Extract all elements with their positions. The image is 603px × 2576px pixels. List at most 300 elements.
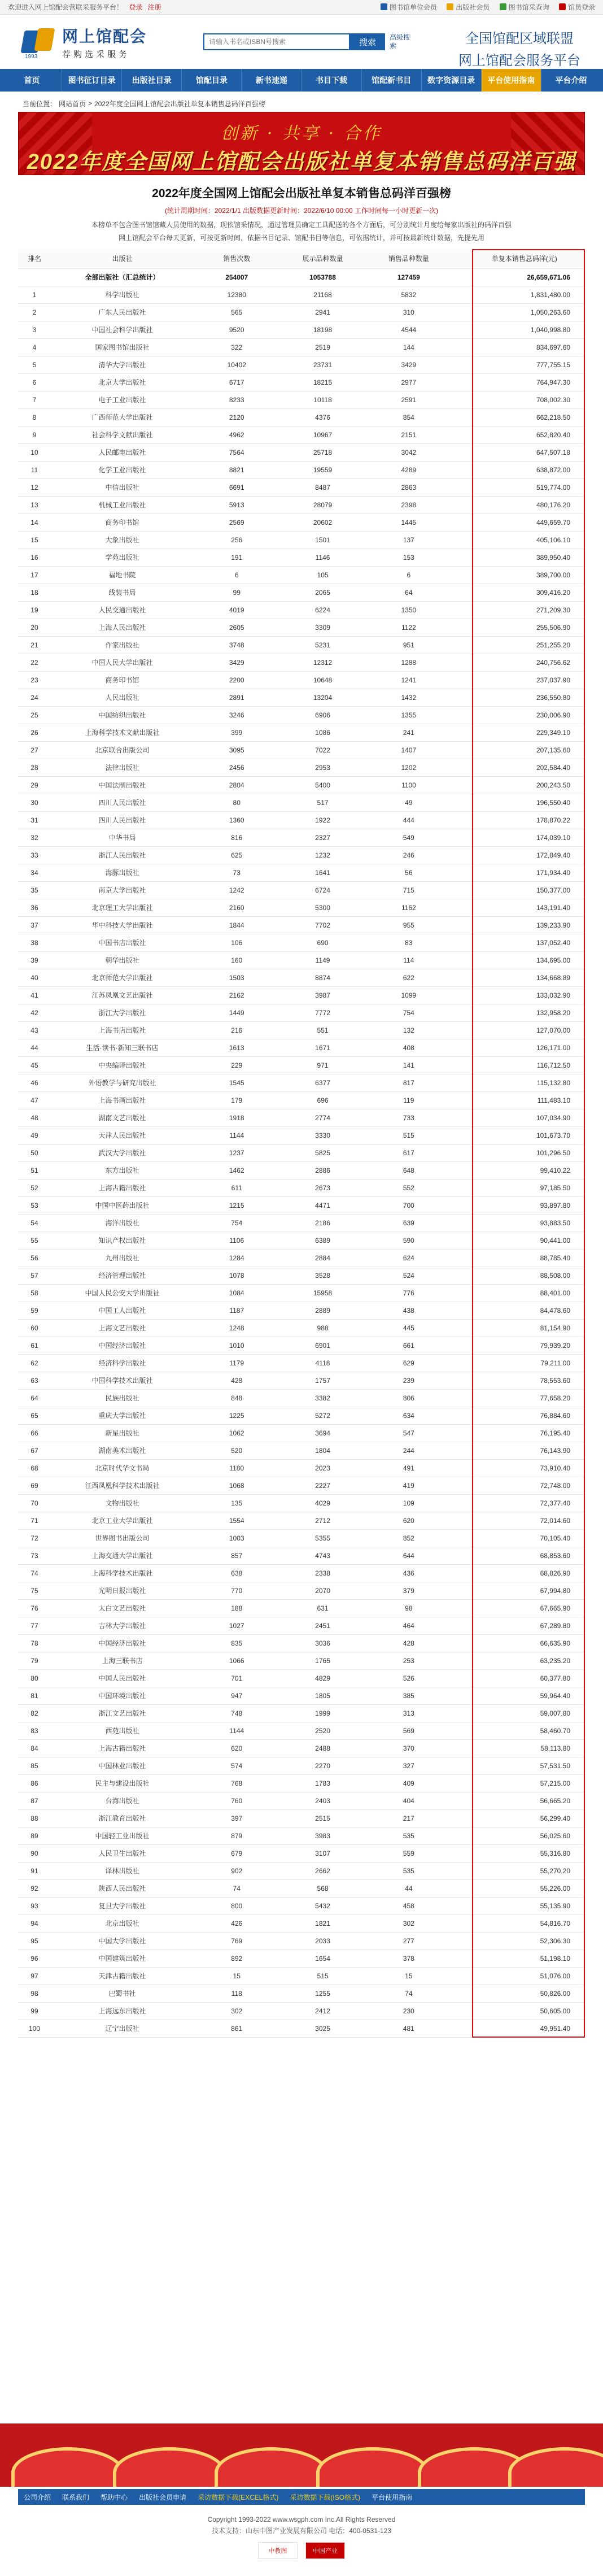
staff-icon	[559, 3, 566, 10]
sold-titles-cell: 244	[366, 1442, 452, 1459]
publisher-cell[interactable]: 武汉大学出版社	[51, 1144, 194, 1161]
sales-count-cell: 256	[194, 531, 279, 549]
nav-item-1[interactable]: 图书征订目录	[62, 69, 122, 92]
publisher-cell[interactable]: 广西师范大学出版社	[51, 408, 194, 426]
display-count-cell: 1232	[279, 846, 365, 864]
publisher-cell[interactable]: 经济科学出版社	[51, 1354, 194, 1372]
publisher-cell[interactable]: 民族出版社	[51, 1389, 194, 1407]
publisher-cell[interactable]: 华中科技大学出版社	[51, 916, 194, 934]
sales-count-cell: 1066	[194, 1652, 279, 1669]
nav-item-0[interactable]: 首页	[2, 69, 62, 92]
sales-count-cell: 520	[194, 1442, 279, 1459]
publisher-cell[interactable]: 机械工业出版社	[51, 496, 194, 514]
publisher-cell[interactable]: 巴蜀书社	[51, 1985, 194, 2002]
publisher-cell[interactable]: 东方出版社	[51, 1161, 194, 1179]
publisher-cell[interactable]: 四川人民出版社	[51, 811, 194, 829]
table-row	[18, 2020, 585, 2037]
sales-count-cell: 770	[194, 1582, 279, 1599]
publisher-cell[interactable]: 陕西人民出版社	[51, 1879, 194, 1897]
publisher-cell[interactable]: 北京师范大学出版社	[51, 969, 194, 986]
sold-titles-cell: 253	[366, 1652, 452, 1669]
sold-titles-cell: 629	[366, 1354, 452, 1372]
sales-count-cell: 428	[194, 1372, 279, 1389]
publisher-cell[interactable]: 海豚出版社	[51, 864, 194, 881]
publisher-cell[interactable]: 外语教学与研究出版社	[51, 1074, 194, 1091]
sales-count-cell: 5913	[194, 496, 279, 514]
publisher-cell[interactable]: 福地书院	[51, 566, 194, 584]
sold-titles-cell: 854	[366, 408, 452, 426]
publisher-cell[interactable]: 人民卫生出版社	[51, 1844, 194, 1862]
publisher-cell[interactable]: 人民出版社	[51, 689, 194, 706]
rank-cell: 87	[18, 1792, 51, 1809]
sold-titles-cell: 569	[366, 1722, 452, 1739]
total-amount-cell: 79,939.20	[464, 1337, 585, 1354]
footer-link-4[interactable]: 采访数据下载(EXCEL格式)	[198, 2493, 279, 2501]
publisher-cell[interactable]: 上海三联书店	[51, 1652, 194, 1669]
publisher-cell[interactable]: 中国人民出版社	[51, 1669, 194, 1687]
publisher-cell[interactable]: 四川人民出版社	[51, 794, 194, 811]
rank-cell: 70	[18, 1494, 51, 1512]
display-count-cell: 3330	[279, 1126, 365, 1144]
table-row	[18, 1687, 585, 1704]
total-amount-cell: 97,185.50	[464, 1179, 585, 1196]
total-amount-cell: 405,106.10	[464, 531, 585, 549]
publisher-cell[interactable]: 新星出版社	[51, 1424, 194, 1442]
publisher-cell[interactable]: 北京时代华文书局	[51, 1459, 194, 1477]
publisher-cell[interactable]: 清华大学出版社	[51, 356, 194, 373]
sold-titles-cell: 1288	[366, 654, 452, 671]
publisher-cell[interactable]: 上海科学技术出版社	[51, 1564, 194, 1582]
publisher-cell[interactable]: 商务印书馆	[51, 671, 194, 689]
publisher-cell[interactable]: 电子工业出版社	[51, 391, 194, 408]
breadcrumb-home[interactable]: 网站首页	[59, 99, 86, 108]
publisher-cell[interactable]: 江苏凤凰文艺出版社	[51, 986, 194, 1004]
publisher-cell[interactable]: 线装书局	[51, 584, 194, 601]
sales-count-cell: 1237	[194, 1144, 279, 1161]
sold-titles-cell: 378	[366, 1950, 452, 1967]
table-row	[18, 1424, 585, 1442]
publisher-cell[interactable]: 科学出版社	[51, 286, 194, 303]
sold-titles-cell: 481	[366, 2020, 452, 2037]
publisher-cell[interactable]: 中国工人出版社	[51, 1302, 194, 1319]
publisher-cell[interactable]: 北京大学出版社	[51, 373, 194, 391]
display-count-cell: 6377	[279, 1074, 365, 1091]
top-link-staff[interactable]: 馆员登录	[559, 2, 595, 12]
publisher-cell[interactable]: 中国人民公安大学出版社	[51, 1284, 194, 1302]
rank-cell: 76	[18, 1599, 51, 1617]
footer-link-3[interactable]: 出版社会员申请	[139, 2493, 187, 2501]
publisher-cell[interactable]: 湖南美术出版社	[51, 1442, 194, 1459]
table-row	[18, 426, 585, 443]
publisher-cell[interactable]: 中国轻工业出版社	[51, 1827, 194, 1844]
footer-link-1[interactable]: 联系我们	[62, 2493, 90, 2501]
total-amount-cell: 67,994.80	[464, 1582, 585, 1599]
sales-count-cell: 638	[194, 1564, 279, 1582]
publisher-cell[interactable]: 社会科学文献出版社	[51, 426, 194, 443]
publisher-cell[interactable]: 光明日报出版社	[51, 1582, 194, 1599]
publisher-cell[interactable]: 上海交通大学出版社	[51, 1547, 194, 1564]
footer-link-5[interactable]: 采访数据下载(ISO格式)	[290, 2493, 361, 2501]
table-row	[18, 1722, 585, 1739]
sold-titles-cell: 634	[366, 1407, 452, 1424]
sales-count-cell: 6	[194, 566, 279, 584]
table-row	[18, 2002, 585, 2020]
table-row	[18, 1617, 585, 1634]
footer-badges	[0, 2542, 603, 2559]
publisher-cell[interactable]: 国家图书馆出版社	[51, 338, 194, 356]
rank-cell: 31	[18, 811, 51, 829]
table-row	[18, 391, 585, 408]
publisher-cell[interactable]: 经济管理出版社	[51, 1267, 194, 1284]
publisher-cell[interactable]: 化学工业出版社	[51, 461, 194, 478]
sold-titles-cell: 700	[366, 1196, 452, 1214]
rank-cell: 71	[18, 1512, 51, 1529]
top-link-query[interactable]: 图书馆采查询	[500, 2, 549, 12]
rank-cell: 20	[18, 619, 51, 636]
table-row	[18, 1126, 585, 1144]
publisher-cell[interactable]: 商务印书馆	[51, 514, 194, 531]
display-count-cell: 2774	[279, 1109, 365, 1126]
sales-count-cell: 399	[194, 724, 279, 741]
publisher-cell[interactable]: 北京理工大学出版社	[51, 899, 194, 916]
nav-item-2[interactable]: 出版社目录	[122, 69, 182, 92]
total-amount-cell: 834,697.60	[464, 338, 585, 356]
rank-cell: 96	[18, 1950, 51, 1967]
publisher-cell[interactable]: 浙江人民出版社	[51, 846, 194, 864]
rank-cell: 19	[18, 601, 51, 619]
rank-cell: 75	[18, 1582, 51, 1599]
rank-cell: 59	[18, 1302, 51, 1319]
publisher-cell[interactable]: 人民邮电出版社	[51, 443, 194, 461]
publisher-cell[interactable]: 太白文艺出版社	[51, 1599, 194, 1617]
sales-count-cell: 1462	[194, 1161, 279, 1179]
sales-count-cell: 861	[194, 2020, 279, 2037]
sold-titles-cell: 217	[366, 1809, 452, 1827]
publisher-cell[interactable]: 湖南文艺出版社	[51, 1109, 194, 1126]
total-amount-cell: 79,211.00	[464, 1354, 585, 1372]
publisher-cell[interactable]: 中国书店出版社	[51, 934, 194, 951]
sold-titles-cell: 552	[366, 1179, 452, 1196]
badge-industry[interactable]: 中国产业	[305, 2542, 345, 2559]
sold-titles-cell: 83	[366, 934, 452, 951]
rank-cell: 63	[18, 1372, 51, 1389]
rank-cell: 12	[18, 478, 51, 496]
publisher-cell[interactable]: 中国科学技术出版社	[51, 1372, 194, 1389]
total-amount-cell: 49,951.40	[464, 2020, 585, 2037]
table-row	[18, 1844, 585, 1862]
total-amount-cell: 90,441.00	[464, 1232, 585, 1249]
total-amount-cell: 81,154.90	[464, 1319, 585, 1337]
sold-titles-cell: 5832	[366, 286, 452, 303]
table-row	[18, 671, 585, 689]
rank-cell: 88	[18, 1809, 51, 1827]
display-count-cell: 4029	[279, 1494, 365, 1512]
display-count-cell: 1805	[279, 1687, 365, 1704]
sales-count-cell: 322	[194, 338, 279, 356]
publisher-cell[interactable]: 吉林大学出版社	[51, 1617, 194, 1634]
sales-count-cell: 1027	[194, 1617, 279, 1634]
site-logo[interactable]	[23, 24, 192, 60]
total-amount-cell: 237,037.90	[464, 671, 585, 689]
badge-zhongjiaotu[interactable]: 中教图	[258, 2542, 298, 2559]
nav-item-7[interactable]: 数字资源目录	[422, 69, 482, 92]
table-row	[18, 443, 585, 461]
publisher-cell[interactable]: 文物出版社	[51, 1494, 194, 1512]
publisher-cell[interactable]: 浙江文艺出版社	[51, 1704, 194, 1722]
table-row	[18, 1564, 585, 1582]
publisher-cell[interactable]: 天津古籍出版社	[51, 1967, 194, 1985]
sales-count-cell: 679	[194, 1844, 279, 1862]
sold-titles-cell: 955	[366, 916, 452, 934]
breadcrumb-label: 当前位置：	[23, 99, 57, 108]
publisher-cell[interactable]: 上海人民出版社	[51, 619, 194, 636]
display-count-cell: 568	[279, 1879, 365, 1897]
sales-count-cell: 1144	[194, 1126, 279, 1144]
table-row	[18, 916, 585, 934]
publisher-cell[interactable]: 重庆大学出版社	[51, 1407, 194, 1424]
total-amount-cell: 72,014.60	[464, 1512, 585, 1529]
display-count-cell: 8487	[279, 478, 365, 496]
total-amount-cell: 389,700.00	[464, 566, 585, 584]
table-row	[18, 1267, 585, 1284]
total-amount-cell: 66,635.90	[464, 1634, 585, 1652]
nav-item-3[interactable]: 馆配目录	[182, 69, 242, 92]
publisher-cell[interactable]: 台海出版社	[51, 1792, 194, 1809]
sold-titles-cell: 302	[366, 1914, 452, 1932]
publisher-cell[interactable]: 中华书局	[51, 829, 194, 846]
total-amount-cell: 72,377.40	[464, 1494, 585, 1512]
publisher-cell[interactable]: 浙江教育出版社	[51, 1809, 194, 1827]
ranking-table	[18, 249, 585, 2038]
publisher-cell[interactable]: 学苑出版社	[51, 549, 194, 566]
publisher-cell[interactable]: 人民交通出版社	[51, 601, 194, 619]
total-amount-cell: 240,756.62	[464, 654, 585, 671]
footer-link-6[interactable]: 平台使用指南	[372, 2493, 413, 2501]
sold-titles-cell: 49	[366, 794, 452, 811]
total-amount-cell: 137,052.40	[464, 934, 585, 951]
rank-cell: 94	[18, 1914, 51, 1932]
nav-item-5[interactable]: 书目下载	[302, 69, 361, 92]
sales-count-cell: 760	[194, 1792, 279, 1809]
publisher-cell[interactable]: 广东人民出版社	[51, 303, 194, 321]
publisher-cell[interactable]: 北京工业大学出版社	[51, 1512, 194, 1529]
header-sales-count: 销售次数	[194, 249, 279, 268]
sales-count-cell: 1503	[194, 969, 279, 986]
display-count-cell: 2412	[279, 2002, 365, 2020]
copyright	[0, 2514, 603, 2536]
sales-count-cell: 1084	[194, 1284, 279, 1302]
login-link[interactable]: 登录	[129, 3, 143, 11]
rank-cell: 17	[18, 566, 51, 584]
breadcrumb-current: 2022年度全国网上馆配会出版社单复本销售总码洋百强榜	[94, 99, 265, 108]
table-row	[18, 1704, 585, 1722]
publisher-cell[interactable]: 天津人民出版社	[51, 1126, 194, 1144]
publisher-cell[interactable]: 中央编译出版社	[51, 1056, 194, 1074]
publisher-cell[interactable]: 上海科学技术文献出版社	[51, 724, 194, 741]
nav-item-6[interactable]: 馆配新书目	[362, 69, 422, 92]
rank-cell: 10	[18, 443, 51, 461]
rank-cell: 13	[18, 496, 51, 514]
publisher-cell[interactable]: 中国大学出版社	[51, 1932, 194, 1950]
publisher-cell[interactable]: 中国社会科学出版社	[51, 321, 194, 338]
sold-titles-cell: 2151	[366, 426, 452, 443]
publisher-cell[interactable]: 中国经济出版社	[51, 1337, 194, 1354]
publisher-cell[interactable]: 民主与建设出版社	[51, 1774, 194, 1792]
publisher-cell[interactable]: 生活·读书·新知三联书店	[51, 1039, 194, 1056]
rank-cell: 58	[18, 1284, 51, 1302]
sales-count-cell: 748	[194, 1704, 279, 1722]
publisher-cell[interactable]: 中国经济出版社	[51, 1634, 194, 1652]
footer-link-2[interactable]: 帮助中心	[100, 2493, 128, 2501]
total-amount-cell: 134,695.00	[464, 951, 585, 969]
publisher-cell[interactable]: 西苑出版社	[51, 1722, 194, 1739]
advanced-search-link[interactable]: 高级搜索	[390, 33, 410, 50]
sales-count-cell: 835	[194, 1634, 279, 1652]
display-count-cell: 21168	[279, 286, 365, 303]
publisher-cell[interactable]: 法律出版社	[51, 759, 194, 776]
nav-item-8[interactable]: 平台使用指南	[482, 69, 541, 92]
rank-cell: 79	[18, 1652, 51, 1669]
publisher-cell[interactable]: 复旦大学出版社	[51, 1897, 194, 1914]
rank-cell: 64	[18, 1389, 51, 1407]
table-row	[18, 1950, 585, 1967]
display-count-cell: 4829	[279, 1669, 365, 1687]
sold-titles-cell: 408	[366, 1039, 452, 1056]
display-count-cell: 2712	[279, 1512, 365, 1529]
sold-titles-cell: 951	[366, 636, 452, 654]
publisher-cell[interactable]: 九州出版社	[51, 1249, 194, 1267]
publisher-cell[interactable]: 译林出版社	[51, 1862, 194, 1879]
register-link[interactable]: 注册	[147, 3, 161, 11]
publisher-cell[interactable]: 中国法制出版社	[51, 776, 194, 794]
top-link-publisher[interactable]: 出版社会员	[447, 2, 490, 12]
top-bar-right	[373, 2, 595, 12]
sold-titles-cell: 428	[366, 1634, 452, 1652]
publisher-cell[interactable]: 上海古籍出版社	[51, 1739, 194, 1757]
table-row	[18, 1914, 585, 1932]
table-row	[18, 1372, 585, 1389]
table-row	[18, 338, 585, 356]
search-button[interactable]: 搜索	[350, 33, 385, 50]
table-row	[18, 1389, 585, 1407]
display-count-cell: 971	[279, 1056, 365, 1074]
publisher-cell[interactable]: 上海书店出版社	[51, 1021, 194, 1039]
publisher-cell[interactable]: 中国环境出版社	[51, 1687, 194, 1704]
total-amount-cell: 389,950.40	[464, 549, 585, 566]
table-row	[18, 1161, 585, 1179]
publisher-cell[interactable]: 辽宁出版社	[51, 2020, 194, 2037]
total-amount-cell: 777,755.15	[464, 356, 585, 373]
display-count-cell: 20602	[279, 514, 365, 531]
header-display-count: 展示品种数量	[279, 249, 365, 268]
total-amount-cell: 764,947.30	[464, 373, 585, 391]
rank-cell: 39	[18, 951, 51, 969]
nav-item-4[interactable]: 新书速递	[242, 69, 302, 92]
publisher-cell[interactable]: 上海书画出版社	[51, 1091, 194, 1109]
publisher-cell[interactable]: 中国中医药出版社	[51, 1196, 194, 1214]
table-row	[18, 1004, 585, 1021]
publisher-cell[interactable]: 北京联合出版公司	[51, 741, 194, 759]
rank-cell: 30	[18, 794, 51, 811]
search-input[interactable]	[203, 33, 350, 50]
publisher-cell[interactable]: 大象出版社	[51, 531, 194, 549]
rank-cell: 67	[18, 1442, 51, 1459]
publisher-cell[interactable]: 知识产权出版社	[51, 1232, 194, 1249]
display-count-cell: 10648	[279, 671, 365, 689]
sales-count-cell: 426	[194, 1914, 279, 1932]
rank-cell: 29	[18, 776, 51, 794]
publisher-cell[interactable]: 中国人民大学出版社	[51, 654, 194, 671]
table-row	[18, 654, 585, 671]
sales-count-cell: 4019	[194, 601, 279, 619]
rank-cell: 77	[18, 1617, 51, 1634]
rank-cell: 55	[18, 1232, 51, 1249]
table-row	[18, 1967, 585, 1985]
table-row	[18, 1284, 585, 1302]
rank-cell: 4	[18, 338, 51, 356]
sales-count-cell: 302	[194, 2002, 279, 2020]
publisher-cell[interactable]: 江西凤凰科学技术出版社	[51, 1477, 194, 1494]
sales-count-cell: 1180	[194, 1459, 279, 1477]
display-count-cell: 2451	[279, 1617, 365, 1634]
table-row	[18, 1809, 585, 1827]
publisher-cell[interactable]: 中国建筑出版社	[51, 1950, 194, 1967]
publisher-cell[interactable]: 北京出版社	[51, 1914, 194, 1932]
nav-item-9[interactable]: 平台介绍	[555, 76, 587, 85]
publisher-cell[interactable]: 中信出版社	[51, 478, 194, 496]
publisher-cell[interactable]: 海洋出版社	[51, 1214, 194, 1232]
publisher-cell[interactable]: 浙江大学出版社	[51, 1004, 194, 1021]
table-row	[18, 1074, 585, 1091]
display-count-cell: 2070	[279, 1582, 365, 1599]
rank-cell: 37	[18, 916, 51, 934]
publisher-cell[interactable]: 世界图书出版公司	[51, 1529, 194, 1547]
total-amount-cell: 519,774.00	[464, 478, 585, 496]
table-row	[18, 1214, 585, 1232]
top-link-library[interactable]: 图书馆单位会员	[381, 2, 437, 12]
display-count-cell: 8874	[279, 969, 365, 986]
sales-count-cell: 1242	[194, 881, 279, 899]
publisher-cell[interactable]: 中国林业出版社	[51, 1757, 194, 1774]
total-amount-cell: 72,748.00	[464, 1477, 585, 1494]
sold-titles-cell: 806	[366, 1389, 452, 1407]
sold-titles-cell: 141	[366, 1056, 452, 1074]
description-note-2: 网上馆配会平台每天更新，可按更新时间，依据书目记录、馆配书目等信息，可依据统计，并可按最新统计数据，先提先用	[118, 234, 484, 242]
publisher-cell[interactable]: 作家出版社	[51, 636, 194, 654]
table-row	[18, 619, 585, 636]
sales-count-cell: 12380	[194, 286, 279, 303]
display-count-cell: 25718	[279, 443, 365, 461]
publisher-cell[interactable]: 南京大学出版社	[51, 881, 194, 899]
display-count-cell: 696	[279, 1091, 365, 1109]
sales-count-cell: 135	[194, 1494, 279, 1512]
total-amount-cell: 77,658.20	[464, 1389, 585, 1407]
footer-link-0[interactable]: 公司介绍	[24, 2493, 51, 2501]
sales-count-cell: 229	[194, 1056, 279, 1074]
publisher-cell[interactable]: 上海远东出版社	[51, 2002, 194, 2020]
rank-cell: 43	[18, 1021, 51, 1039]
display-count-cell: 10118	[279, 391, 365, 408]
rank-cell: 44	[18, 1039, 51, 1056]
rank-cell: 22	[18, 654, 51, 671]
publisher-cell[interactable]: 上海文艺出版社	[51, 1319, 194, 1337]
publisher-cell[interactable]: 上海古籍出版社	[51, 1179, 194, 1196]
publisher-cell[interactable]: 朝华出版社	[51, 951, 194, 969]
table-row	[18, 549, 585, 566]
publisher-cell[interactable]: 中国纺织出版社	[51, 706, 194, 724]
display-count-cell: 5300	[279, 899, 365, 916]
sold-titles-cell: 310	[366, 303, 452, 321]
